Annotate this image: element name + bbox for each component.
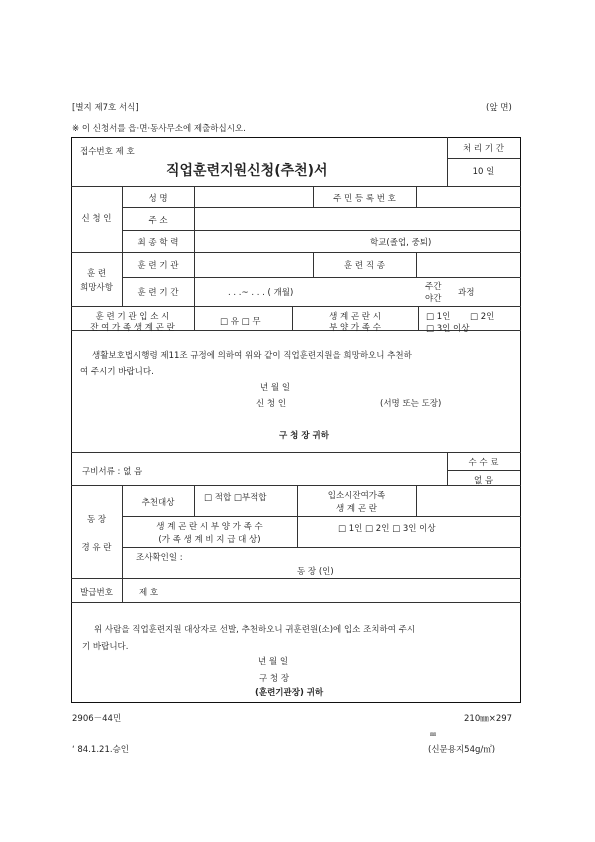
address-field[interactable] [196,210,518,228]
training-section-label-2: 희망사항 [80,283,113,293]
name-field[interactable] [196,189,311,205]
issue-number-value: 제 호 [139,588,159,598]
statement-text-1: 생활보호법시행령 제11조 규정에 의하여 위와 같이 직업훈련지원을 희망하오니 추천하 [92,351,412,361]
review-dependents-label-1: 생 계 곤 란 시 부 양 가 족 수 [156,522,263,532]
review-dependents-options[interactable]: □ 1인 □ 2인 □ 3인 이상 [338,524,436,534]
boarding-label-2: 잔 여 가 족 생 계 곤 란 [90,323,175,333]
issue-number-label: 발급번호 [80,588,113,598]
institution-label: 훈 련 기 관 [137,261,179,271]
statement-text-2: 여 주시기 바랍니다. [80,367,154,377]
investigation-date: 조사확인일 : [136,553,183,563]
submission-instruction: ※ 이 신청서를 읍·면·동사무소에 제출하십시오. [72,124,246,134]
dependents-two-checkbox[interactable]: □ 2인 [470,312,495,322]
review-section-label-1: 동 장 [86,515,107,525]
form-code: 2906－44민 [72,714,122,724]
recommendation-text-2: 기 바랍니다. [82,642,129,652]
statement-applicant: 신 청 인 [256,399,287,409]
dependents-one-checkbox[interactable]: □ 1인 [426,312,451,322]
recommendation-text-1: 위 사람을 직업훈련지원 대상자로 선발, 추천하오니 귀훈련원(소)에 입소 조치하여 주시 [94,625,416,635]
address-label: 주 소 [148,216,168,226]
receipt-number: 접수번호 제 호 [80,147,135,157]
paper-size: 210㎜×297 [464,714,513,724]
processing-period-value: 10 일 [472,167,495,177]
hardship-label-2: 생 계 곤 란 [336,504,377,514]
training-section-label-1: 훈 련 [86,269,107,279]
institution-field[interactable] [196,255,311,275]
resident-number-label: 주 민 등 록 번 호 [333,194,396,204]
processing-period-label: 처 리 기 간 [463,144,504,154]
statement-sign: (서명 또는 도장) [380,399,442,409]
boarding-options[interactable]: □ 유 □ 무 [220,317,261,327]
boarding-label-1: 훈 련 기 관 입 소 시 [95,312,170,322]
occupation-label: 훈 련 직 종 [344,261,385,271]
page-side: (앞 면) [486,103,512,113]
recommendation-recipient: (훈련기관장) 귀하 [255,688,324,698]
name-label: 성 명 [148,194,168,204]
recommend-target-options[interactable]: □ 적합 □부적합 [204,493,267,503]
education-label: 최 종 학 력 [137,238,179,248]
statement-recipient: 구 청 장 귀하 [279,431,329,441]
applicant-section-label: 신 청 인 [81,214,112,224]
recommendation-signer: 구 청 장 [259,674,290,684]
occupation-field[interactable] [418,255,518,275]
dong-chief-seal: 동 장 (인) [297,567,334,577]
paper-type: (신문용지54g/㎡) [428,745,496,755]
required-documents: 구비서류 : 없 음 [82,467,143,477]
form-number: [별지 제7호 서식] [72,103,139,113]
daytime-label: 주간 [425,282,442,292]
review-dependents-label-2: (가 족 생 계 비 지 급 대 상) [158,535,261,545]
support-label-1: 생 계 곤 란 시 [329,312,381,322]
resident-number-field[interactable] [418,189,518,205]
night-label: 야간 [425,294,442,304]
period-value: . . .~ . . . ( 개월) [228,288,294,298]
course-label: 과정 [458,288,475,298]
support-label-2: 부 양 가 족 수 [329,323,381,333]
hardship-label-1: 입소시잔여가족 [327,491,386,501]
approval-date: ‘ 84.1.21.승인 [72,745,129,755]
paper-size-unit: ㎜ [430,731,437,738]
statement-date: 년 월 일 [260,383,291,393]
period-label: 훈 련 기 간 [137,288,179,298]
education-value: 학교(졸업, 중퇴) [370,238,432,248]
review-section-label-2: 경 유 란 [81,543,112,553]
recommendation-date: 년 월 일 [258,657,289,667]
fee-value: 없 음 [473,476,494,486]
fee-label: 수 수 료 [468,458,499,468]
form-title: 직업훈련지원신청(추천)서 [166,163,328,179]
recommend-target-label: 추천대상 [141,498,175,508]
dependents-three-checkbox[interactable]: □ 3인 이상 [426,324,470,334]
